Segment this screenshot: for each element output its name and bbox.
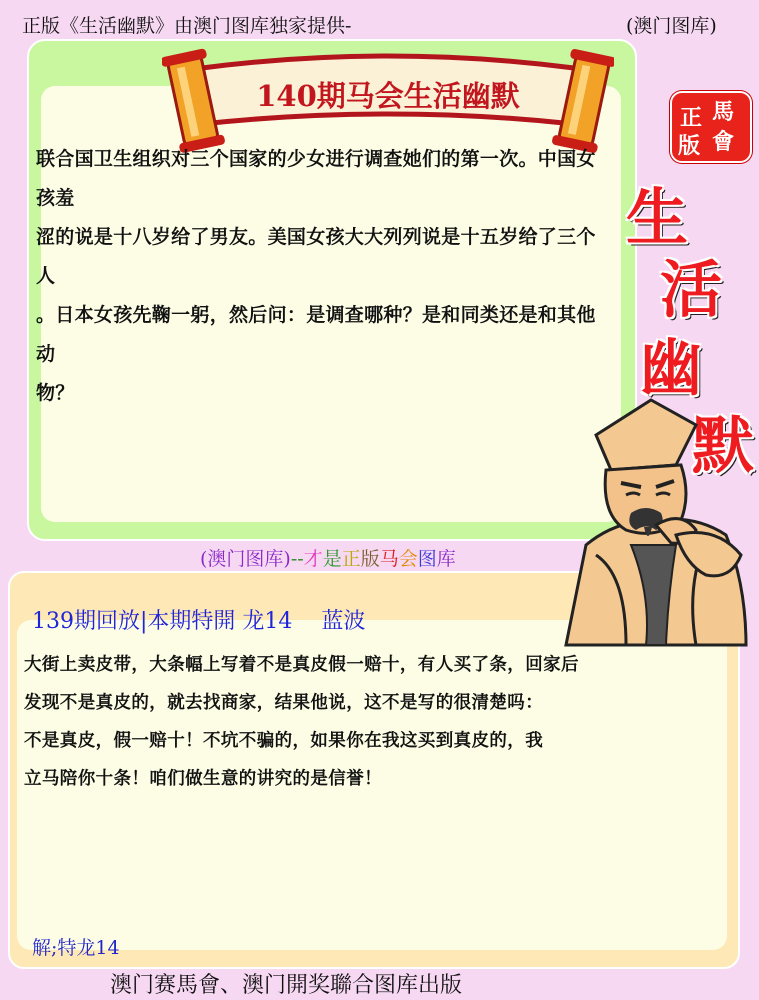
story-line: 。日本女孩先鞠一躬，然后问：是调查哪种？是和同类还是和其他动 — [36, 304, 596, 365]
tagline-part: (澳门图库) — [200, 548, 291, 570]
tagline-part: 马 — [379, 548, 399, 570]
authentic-badge — [670, 91, 752, 163]
story-line: 涩的说是十八岁给了男友。美国女孩大大列列说是十五岁给了三个人 — [36, 226, 596, 287]
tagline-part: 库 — [436, 548, 456, 570]
tagline-part: 才 — [303, 548, 323, 570]
side-title-char: 幽 — [640, 331, 703, 404]
story-line: 大街上卖皮带，大条幅上写着不是真皮假一赔十，有人买了条，回家后 — [24, 655, 579, 675]
tagline-part: 会 — [398, 548, 418, 570]
scholar-figure — [556, 395, 759, 650]
answer-text: 解;特龙14 — [32, 937, 120, 959]
banner-title: 140期马会生活幽默 — [256, 79, 520, 113]
tagline-part: -- — [290, 548, 304, 570]
badge-char: 版 — [678, 133, 701, 159]
footer-publisher: 澳门赛馬會、澳门開奖聯合图库出版 — [110, 973, 463, 998]
tagline — [200, 544, 456, 571]
story-line: 物？ — [36, 382, 75, 404]
header-source-text: 正版《生活幽默》由澳门图库独家提供- — [22, 15, 352, 37]
scholar-icon — [556, 395, 759, 650]
tagline-part: 正 — [341, 548, 361, 570]
review-heading: 139期回放|本期特開 龙14 蓝波 — [32, 609, 366, 634]
story-line: 联合国卫生组织对三个国家的少女进行调查她们的第一次。中国女孩羞 — [36, 148, 596, 209]
badge-char: 馬 — [712, 99, 735, 125]
badge-char: 正 — [680, 105, 703, 131]
side-title-char: 活 — [660, 253, 723, 326]
tagline-part: 图 — [417, 548, 437, 570]
story-line: 发现不是真皮的，就去找商家，结果他说，这不是写的很清楚吗： — [24, 693, 544, 713]
side-title-char: 默 — [692, 409, 755, 482]
tagline-part: 版 — [360, 548, 380, 570]
story-line: 不是真皮，假一赔十！不坑不骗的，如果你在我这买到真皮的，我 — [24, 731, 544, 751]
badge-char: 會 — [712, 129, 735, 155]
riddle-story — [36, 140, 608, 413]
header-library-text: (澳门图库) — [626, 15, 717, 37]
tagline-part: 是 — [322, 548, 342, 570]
story-line: 立马陪你十条！咱们做生意的讲究的是信誉！ — [24, 769, 382, 789]
joke-story — [24, 646, 724, 798]
side-title-char: 生 — [626, 181, 689, 254]
